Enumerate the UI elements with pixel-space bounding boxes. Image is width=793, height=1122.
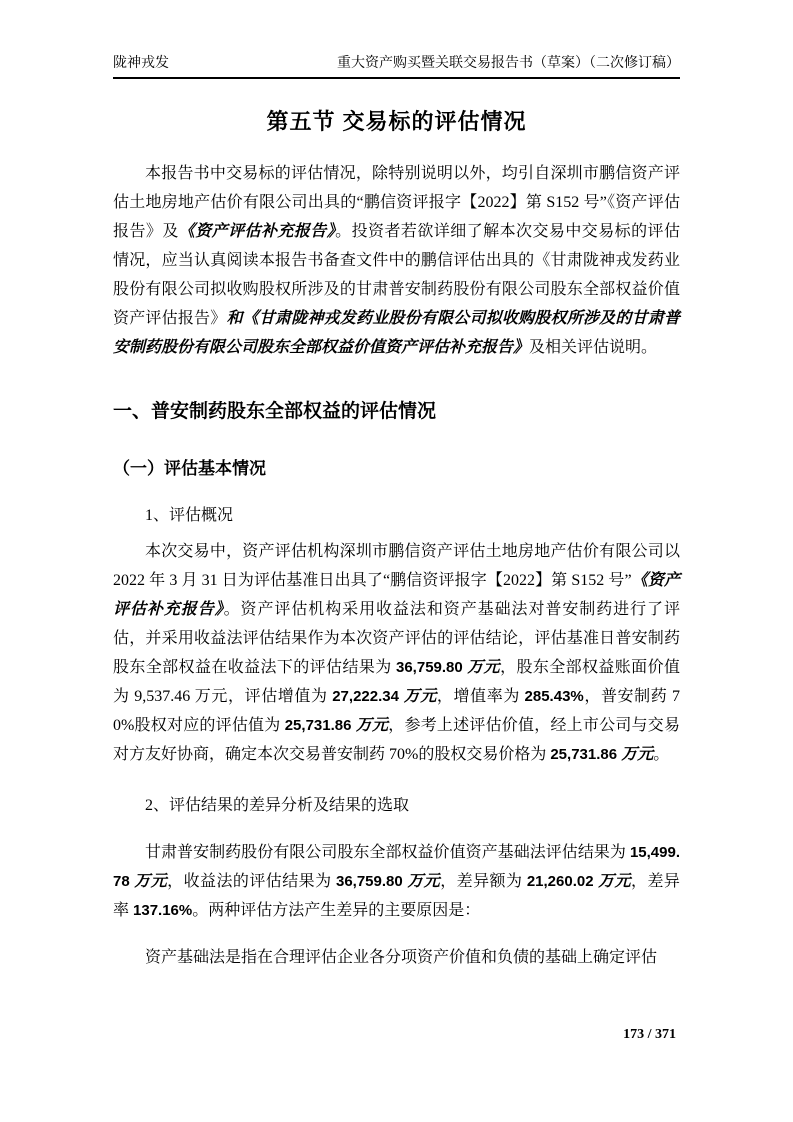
heading-puan-equity-evaluation: 一、普安制药股东全部权益的评估情况 xyxy=(113,401,437,422)
text-run: 。 xyxy=(653,746,670,763)
text-run: ，参考上述评估价值，经上市公司与交易对方友好协商，确定本次交易普安制药 70%的股权交易价格为 xyxy=(113,717,680,763)
paragraph-method-difference xyxy=(113,838,680,925)
text-run: ，差异额为 xyxy=(440,873,527,890)
text-run: 本次交易中，资产评估机构深圳市鹏信资产评估土地房地产估价有限公司以 2022 年 3 月 31 日为评估基准日出具了“鹏信资评报字【2022】第 S152 号” xyxy=(113,543,680,589)
text-run: 万元 xyxy=(407,873,441,890)
text-run: 和《甘肃陇神戎发药业股份有限公司拟收购股权所涉及的甘肃普安制药股份有限公司股东全部权益价值资产评估补充报告》 xyxy=(113,310,680,356)
text-run: 《资产评估补充报告》 xyxy=(113,572,680,618)
text-run: 甘肃普安制药股份有限公司股东全部权益价值资产基础法评估结果为 xyxy=(145,844,630,861)
text-run: 万元 xyxy=(134,873,168,890)
paragraph-evaluation-source xyxy=(113,159,680,362)
header-company-name: 陇神戎发 xyxy=(113,56,169,71)
text-run: 25,731.86 xyxy=(284,717,356,734)
text-run: ，收益法的评估结果为 xyxy=(167,873,336,890)
subitem-result-difference-analysis: 2、评估结果的差异分析及结果的选取 xyxy=(145,797,410,814)
text-run: 27,222.34 xyxy=(332,688,404,705)
text-run: 万元 xyxy=(621,746,654,763)
subitem-evaluation-overview: 1、评估概况 xyxy=(145,507,234,524)
header-report-title: 重大资产购买暨关联交易报告书（草案）（二次修订稿） xyxy=(337,56,680,71)
text-run: 本报告书中交易标的评估情况，除特别说明以外，均引自深圳市鹏信资产评估土地房地产估价有限公司出具的“鹏信资评报字【2022】第 S152 号”《资产评估报告》及 xyxy=(113,165,680,240)
text-run: 21,260.02 xyxy=(526,873,599,890)
text-run: ，股东全部权益账面价值为 9,537.46 万元，评估增值为 xyxy=(113,659,680,705)
text-run: 25,731.86 xyxy=(550,746,622,763)
text-run: 15,499.78 xyxy=(113,844,680,890)
text-run: 。两种评估方法产生差异的主要原因是： xyxy=(192,902,481,919)
text-run: 万元 xyxy=(598,873,632,890)
page-header xyxy=(113,0,680,79)
text-run: 万元 xyxy=(355,717,389,734)
section-title: 第五节 交易标的评估情况 xyxy=(266,109,527,134)
text-run: ，差异率 xyxy=(113,873,680,919)
paragraph-asset-based-method: 资产基础法是指在合理评估企业各分项资产价值和负债的基础上确定评估 xyxy=(145,949,658,966)
page-number: 173 / 371 xyxy=(623,1027,676,1042)
text-run: 《资产评估补充报告》 xyxy=(178,223,336,240)
text-run: ，普安制药 70%股权对应的评估值为 xyxy=(113,688,680,734)
text-run: ，增值率为 xyxy=(436,688,525,705)
paragraph-evaluation-overview xyxy=(113,537,680,769)
text-run: 285.43% xyxy=(524,688,584,705)
text-run: 。资产评估机构采用收益法和资产基础法对普安制药进行了评估，并采用收益法评估结果作为本次资产评估的评估结论，评估基准日普安制药股东全部权益在收益法下的评估结果为 xyxy=(113,601,680,676)
text-run: 36,759.80 xyxy=(335,873,408,890)
heading-evaluation-basic-info: （一）评估基本情况 xyxy=(113,459,266,478)
text-run: 36,759.80 xyxy=(396,659,468,676)
text-run: 万元 xyxy=(467,659,501,676)
text-run: 及相关评估说明。 xyxy=(529,339,658,356)
text-run: 万元 xyxy=(403,688,437,705)
text-run: 137.16% xyxy=(133,902,193,919)
text-run: 。投资者若欲详细了解本次交易中交易标的评估情况，应当认真阅读本报告书备查文件中的鹏信评估出具的《甘肃陇神戎发药业股份有限公司拟收购股权所涉及的甘肃普安制药股份有限公司股东全部权益价值资产评估报告》 xyxy=(113,223,680,327)
